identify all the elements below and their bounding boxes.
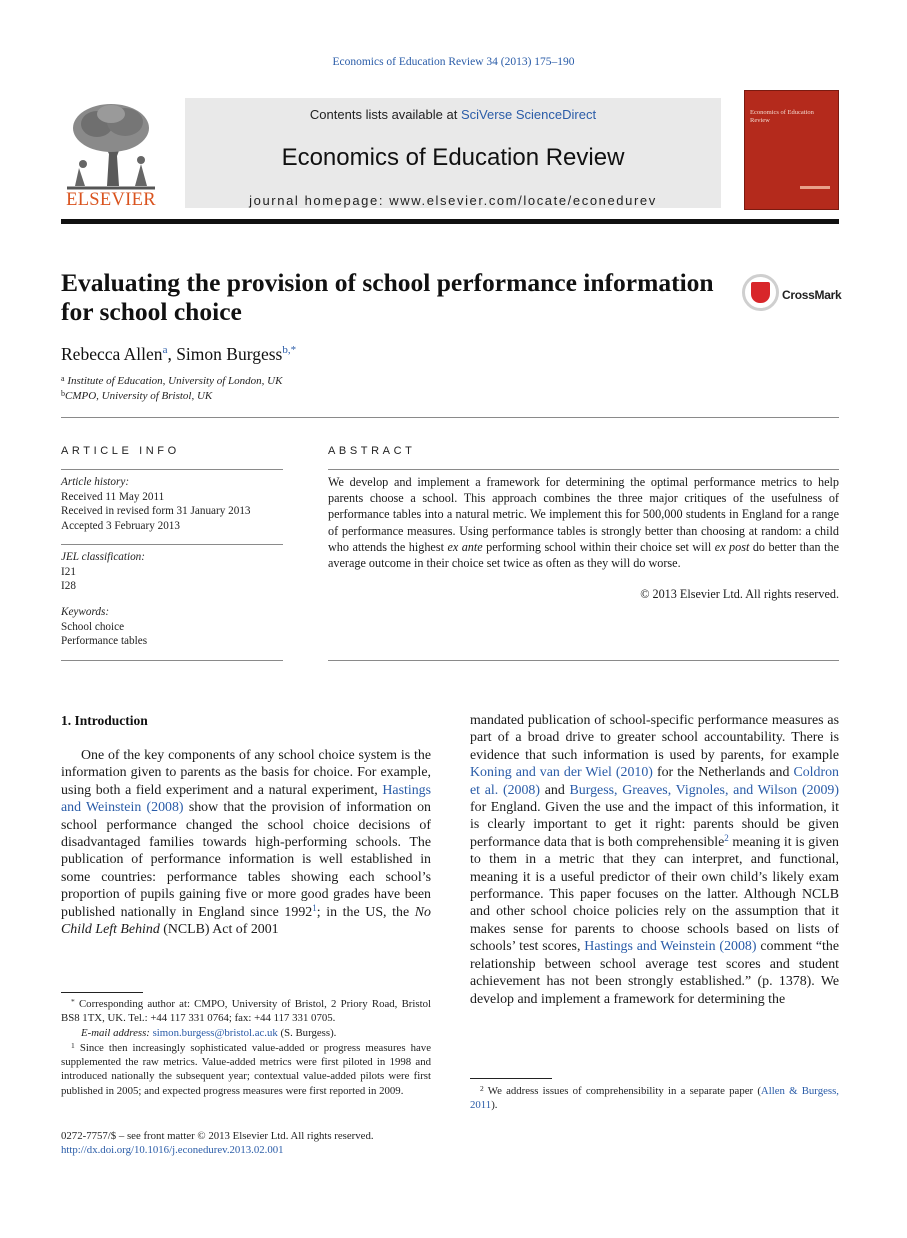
email-label: E-mail address: — [81, 1027, 153, 1039]
footnote-marker: 2 — [480, 1084, 484, 1093]
abstract-segment: do better than the average outcome in their choice set twice as often as they will do worse. — [328, 539, 839, 571]
front-matter — [61, 1129, 374, 1157]
abstract-italic: ex post — [714, 539, 750, 554]
abstract-italic: ex ante — [447, 539, 483, 554]
keyword: School choice — [61, 620, 125, 633]
body-text: mandated publication of school-specific performance measures as part of a broad drive to greater school accountability. There is evidence that such information is used by parents, for example — [470, 713, 839, 763]
body-paragraph — [470, 712, 839, 1008]
affiliation-text: CMPO, University of Bristol, UK — [65, 390, 213, 402]
citation-link[interactable]: Hastings and Weinstein (2008) — [61, 782, 431, 816]
jel-code: I21 — [61, 565, 76, 578]
footnote-email — [61, 1026, 431, 1040]
history-heading: Article history: — [61, 476, 130, 488]
citation-link[interactable]: Allen & Burgess, 2011 — [470, 1085, 839, 1112]
body-text: comment “the relationship between school average test scores and student achievement has not been strongly established.” (p. 1378). We develop and implement a framework for determining the — [470, 939, 839, 1007]
abstract-segment: performing school within their choice set will — [482, 539, 715, 554]
author-name: Simon Burgess — [176, 344, 283, 364]
body-italic: No Child Left Behind — [61, 904, 431, 938]
divider — [328, 469, 839, 470]
history-item: Accepted 3 February 2013 — [61, 519, 180, 532]
body-text: show that the provision of information on school performance changed the school choice decisions of disadvantaged families towards high-performing schools. The publication of performance information is well established in some countries: performance tables showing each school’s proportion of pupils gaining five or more good grades have been published nationally in England since 1992 — [61, 800, 431, 920]
jel-code: I28 — [61, 580, 76, 592]
issn-line: 0272-7757/$ – see front matter © 2013 Elsevier Ltd. All rights reserved. — [61, 1130, 374, 1142]
footnote-rule — [61, 992, 143, 993]
history-item: Received 11 May 2011 — [61, 490, 165, 503]
sciencedirect-link[interactable]: SciVerse ScienceDirect — [460, 107, 597, 122]
footnote-2 — [470, 1084, 839, 1112]
body-text: One of the key components of any school choice system is the information given to parents as the basis for choice. For example, using both a field experiment and a natural experiment, — [61, 748, 431, 798]
footnote-link[interactable]: 2 — [724, 832, 729, 843]
jel-classification — [61, 550, 283, 594]
journal-cover-thumbnail[interactable] — [744, 90, 839, 210]
abstract-text — [328, 474, 839, 571]
body-text: meaning it is given to them in a metric that they can interpret, and functional, meaning it is a useful predictor of their own child’s likely exam performance. This paper focuses on the latter. Although NCLB and other school choice policies rely on the assumption that it makes sense for parents to choose schools based on lists of schools’ test scores, — [470, 834, 839, 955]
affiliation-a — [61, 374, 282, 387]
jel-heading: JEL classification: — [61, 551, 146, 563]
divider — [61, 544, 283, 545]
author-name: Rebecca Allen — [61, 344, 163, 364]
history-item: Received in revised form 31 January 2013 — [61, 505, 251, 517]
footnote-1 — [61, 1041, 431, 1098]
footnote-marker: 1 — [71, 1041, 75, 1050]
header-rule — [61, 219, 839, 224]
article-title: Evaluating the provision of school performance information for school choice — [61, 268, 714, 326]
body-text: for England. Given the use and the impact of this information, it is clearly important to get it right: parents should be given performance data that is both comprehensible — [470, 800, 839, 850]
divider — [61, 660, 283, 661]
author-affiliation-link[interactable]: a — [162, 344, 168, 356]
homepage-url[interactable]: www.elsevier.com/locate/econedurev — [389, 193, 657, 208]
crossmark-icon — [742, 274, 779, 311]
elsevier-wordmark: ELSEVIER — [66, 190, 156, 210]
homepage-prefix: journal homepage: — [249, 193, 390, 208]
article-info-label: ARTICLE INFO — [61, 445, 180, 457]
abstract-segment: We develop and implement a framework for determining the optimal performance metrics to help parents choose a school. This approach combines the three major critiques of the usefulness of performance tables into a natural metric. We implement this for 500,000 students in England for a range of performance measures. Using performance tables is strongly better than choosing at random: a child who attends the highest — [328, 475, 839, 554]
footnote-text: Since then increasingly sophisticated value-added or progress measures have supplemented the raw metrics. Value-added metrics were first piloted in 1998 and introduced nationally the subsequent year; contextual value-added pilots were first published in 2005; and expected progress measures were first reported in 2009. — [61, 1042, 431, 1097]
crossmark-label: CrossMark — [782, 288, 842, 302]
article-history — [61, 475, 283, 533]
intro-column-left — [61, 747, 431, 938]
footnote-text: ). — [491, 1099, 498, 1112]
doi-link[interactable]: http://dx.doi.org/10.1016/j.econedurev.2013.02.001 — [61, 1144, 284, 1157]
citation-link[interactable]: Coldron et al. (2008) — [470, 765, 839, 798]
footnote-text: Corresponding author at: CMPO, University of Bristol, 2 Priory Road, Bristol BS8 1TX, UK. Tel.: +44 117 331 0764; fax: +44 117 331 0705. — [61, 998, 431, 1025]
footnote-rule — [470, 1078, 552, 1079]
affiliation-marker: b — [61, 389, 65, 398]
body-paragraph — [61, 747, 431, 938]
crossmark-badge[interactable] — [742, 274, 842, 314]
body-text: and — [540, 782, 570, 798]
contents-line — [185, 107, 721, 122]
affiliation-b — [61, 389, 212, 402]
journal-name: Economics of Education Review — [281, 144, 625, 171]
journal-banner — [185, 98, 721, 208]
author-list — [61, 344, 296, 365]
divider — [61, 417, 839, 418]
author-affiliation-link[interactable]: b,* — [282, 344, 297, 356]
journal-citation[interactable]: Economics of Education Review 34 (2013) 175–190 — [332, 56, 575, 68]
affiliation-text: Institute of Education, University of London, UK — [67, 375, 283, 387]
citation-link[interactable]: Koning and van der Wiel (2010) — [470, 765, 653, 781]
footnote-marker: * — [71, 997, 75, 1006]
keywords — [61, 605, 283, 649]
email-link[interactable]: simon.burgess@bristol.ac.uk — [152, 1027, 278, 1039]
keywords-heading: Keywords: — [61, 606, 110, 618]
citation-link[interactable]: Hastings and Weinstein (2008) — [584, 939, 757, 955]
intro-column-right — [470, 712, 839, 1008]
journal-masthead — [61, 90, 839, 212]
section-heading: 1. Introduction — [61, 713, 148, 728]
divider — [328, 660, 839, 661]
journal-homepage — [185, 193, 721, 208]
footnote-link[interactable]: 1 — [312, 902, 317, 913]
body-text: ; in the US, the — [316, 904, 415, 920]
footnote-text: (S. Burgess). — [277, 1027, 337, 1039]
abstract-copyright: © 2013 Elsevier Ltd. All rights reserved. — [640, 587, 839, 601]
body-text: (NCLB) Act of 2001 — [159, 922, 279, 938]
cover-title: Economics of Education Review — [750, 109, 814, 124]
footnote-corresponding — [61, 997, 431, 1025]
keyword: Performance tables — [61, 635, 148, 647]
author-separator: , — [167, 344, 177, 364]
citation-link[interactable]: Burgess, Greaves, Vignoles, and Wilson (2009) — [569, 782, 839, 798]
abstract-label: ABSTRACT — [328, 445, 416, 457]
affiliation-marker: a — [61, 374, 65, 383]
cover-logo-mark — [800, 186, 830, 189]
body-text: for the Netherlands and — [652, 765, 794, 781]
divider — [61, 469, 283, 470]
contents-prefix: Contents lists available at — [309, 107, 461, 122]
footnote-text: We address issues of comprehensibility in a separate paper ( — [483, 1085, 761, 1097]
